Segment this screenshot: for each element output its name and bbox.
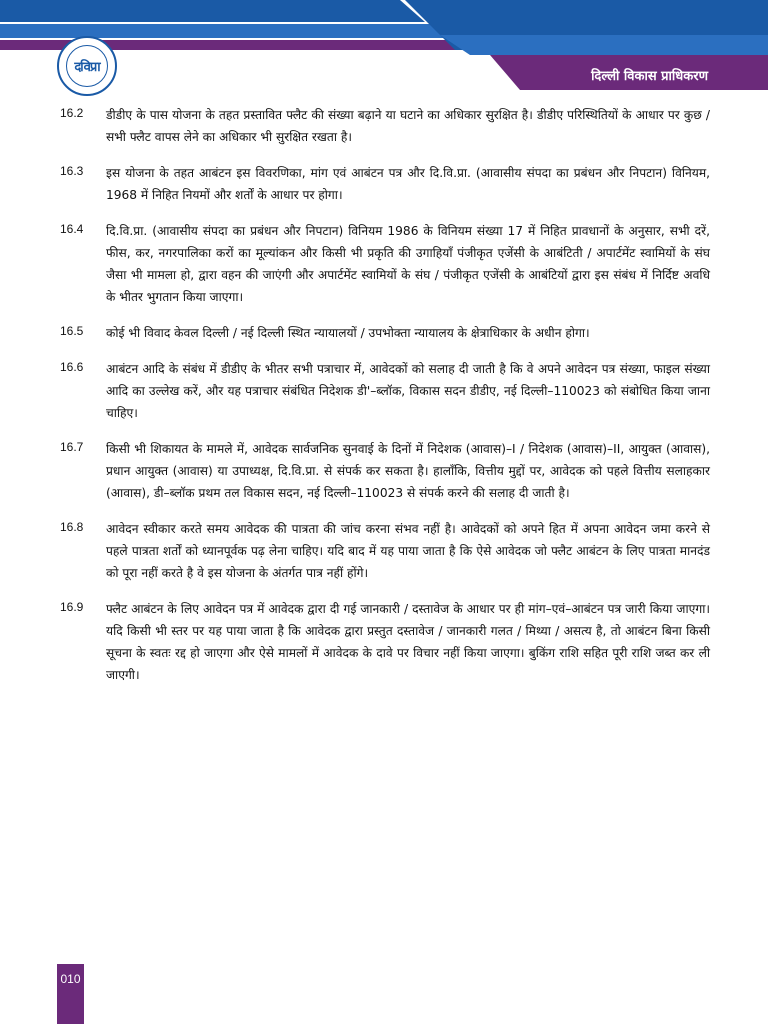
clause-number: 16.2 (60, 106, 84, 120)
clause-text: कोई भी विवाद केवल दिल्ली / नई दिल्ली स्थित न्यायालयों / उपभोक्ता न्यायालय के क्षेत्राधिकार के अधीन होगा। (106, 326, 590, 340)
clause-text: दि.वि.प्रा. (आवासीय संपदा का प्रबंधन और निपटान) विनियम 1986 के विनियम संख्या 17 में निहित प्रावधानों के अनुसार, सभी दरें, फीस, कर, नगरपालिका करों का मूल्यांकन और किसी भी प्रकृति की उगाहियाँ पंजीकृत एजेंसी के आबंटिती / अपार्टमेंट स्वामियों के संघ जैसा भी मामला हो, द्वारा वहन की जाएंगी और अपार्टमेंट स्वामियों के संघ / पंजीकृत एजेंसी के आबंटियों द्वारा इस संबंध में निर्दिष्ट अवधि के भीतर भुगतान किया जाएगा। (106, 224, 710, 304)
clause-16-7 (60, 438, 710, 504)
clause-16-3 (60, 162, 710, 206)
clause-number: 16.3 (60, 164, 84, 178)
clause-text: फ्लैट आबंटन के लिए आवेदन पत्र में आवेदक द्वारा दी गई जानकारी / दस्तावेज के आधार पर ही मांग–एवं–आबंटन पत्र जारी किया जाएगा। यदि किसी भी स्तर पर यह पाया जाता है कि आवेदक द्वारा प्रस्तुत दस्तावेज / जानकारी गलत / मिथ्या / असत्य है, तो आबंटन बिना किसी सूचना के स्वतः रद्द हो जाएगा और ऐसे मामलों में आवेदक के दावे पर विचार नहीं किया जाएगा। बुकिंग राशि सहित पूरी राशि जब्त कर ली जाएगी। (106, 602, 710, 682)
clause-number: 16.6 (60, 360, 84, 374)
clause-text: किसी भी शिकायत के मामले में, आवेदक सार्वजनिक सुनवाई के दिनों में निदेशक (आवास)–I / निदेशक (आवास)–II, आयुक्त (आवास), प्रधान आयुक्त (आवास) या उपाध्यक्ष, दि.वि.प्रा. से संपर्क कर सकता है। हालाँकि, वित्तीय मुद्दों पर, आवेदक को पहले वित्तीय सलाहकार (आवास), डी–ब्लॉक प्रथम तल विकास सदन, नई दिल्ली–110023 से संपर्क करने की सलाह दी जाती है। (106, 442, 710, 500)
clause-16-5 (60, 322, 710, 344)
clause-number: 16.4 (60, 222, 84, 236)
clause-text: आबंटन आदि के संबंध में डीडीए के भीतर सभी पत्राचार में, आवेदकों को सलाह दी जाती है कि वे अपने आवेदन पत्र संख्या, फाइल संख्या आदि का उल्लेख करें, और यह पत्राचार संबंधित निदेशक डी'–ब्लॉक, विकास सदन डीडीए, नई दिल्ली–110023 को संबोधित किया जाना चाहिए। (106, 362, 710, 420)
clause-number: 16.5 (60, 324, 84, 338)
clause-16-2 (60, 104, 710, 148)
clause-number: 16.9 (60, 600, 84, 614)
dda-logo (57, 36, 117, 96)
organization-name: दिल्ली विकास प्राधिकरण (591, 69, 708, 84)
clause-number: 16.8 (60, 520, 84, 534)
page-number: 010 (60, 972, 81, 986)
clause-16-8 (60, 518, 710, 584)
clause-list (60, 104, 710, 700)
page-header (0, 0, 768, 95)
clause-16-6 (60, 358, 710, 424)
logo-mark: दविप्रा (74, 60, 100, 75)
clause-number: 16.7 (60, 440, 84, 454)
clause-text: आवेदन स्वीकार करते समय आवेदक की पात्रता की जांच करना संभव नहीं है। आवेदकों को अपने हित में अपना आवेदन जमा करने से पहले पात्रता शर्तों को ध्यानपूर्वक पढ़ लेना चाहिए। यदि बाद में यह पाया जाता है कि ऐसे आवेदक जो फ्लैट आबंटन के लिए पात्रता मानदंड को पूरा नहीं करते है वे इस योजना के अंतर्गत पात्र नहीं होंगे। (106, 522, 710, 580)
clause-16-4 (60, 220, 710, 308)
clause-text: इस योजना के तहत आबंटन इस विवरणिका, मांग एवं आबंटन पत्र और दि.वि.प्रा. (आवासीय संपदा का प्रबंधन और निपटान) विनियम, 1968 में निहित नियमों और शर्तों के आधार पर होगा। (106, 166, 710, 202)
clause-text: डीडीए के पास योजना के तहत प्रस्तावित फ्लैट की संख्या बढ़ाने या घटाने का अधिकार सुरक्षित है। डीडीए परिस्थितियों के आधार पर कुछ / सभी फ्लैट वापस लेने का अधिकार भी सुरक्षित रखता है। (106, 108, 710, 144)
clause-16-9 (60, 598, 710, 686)
